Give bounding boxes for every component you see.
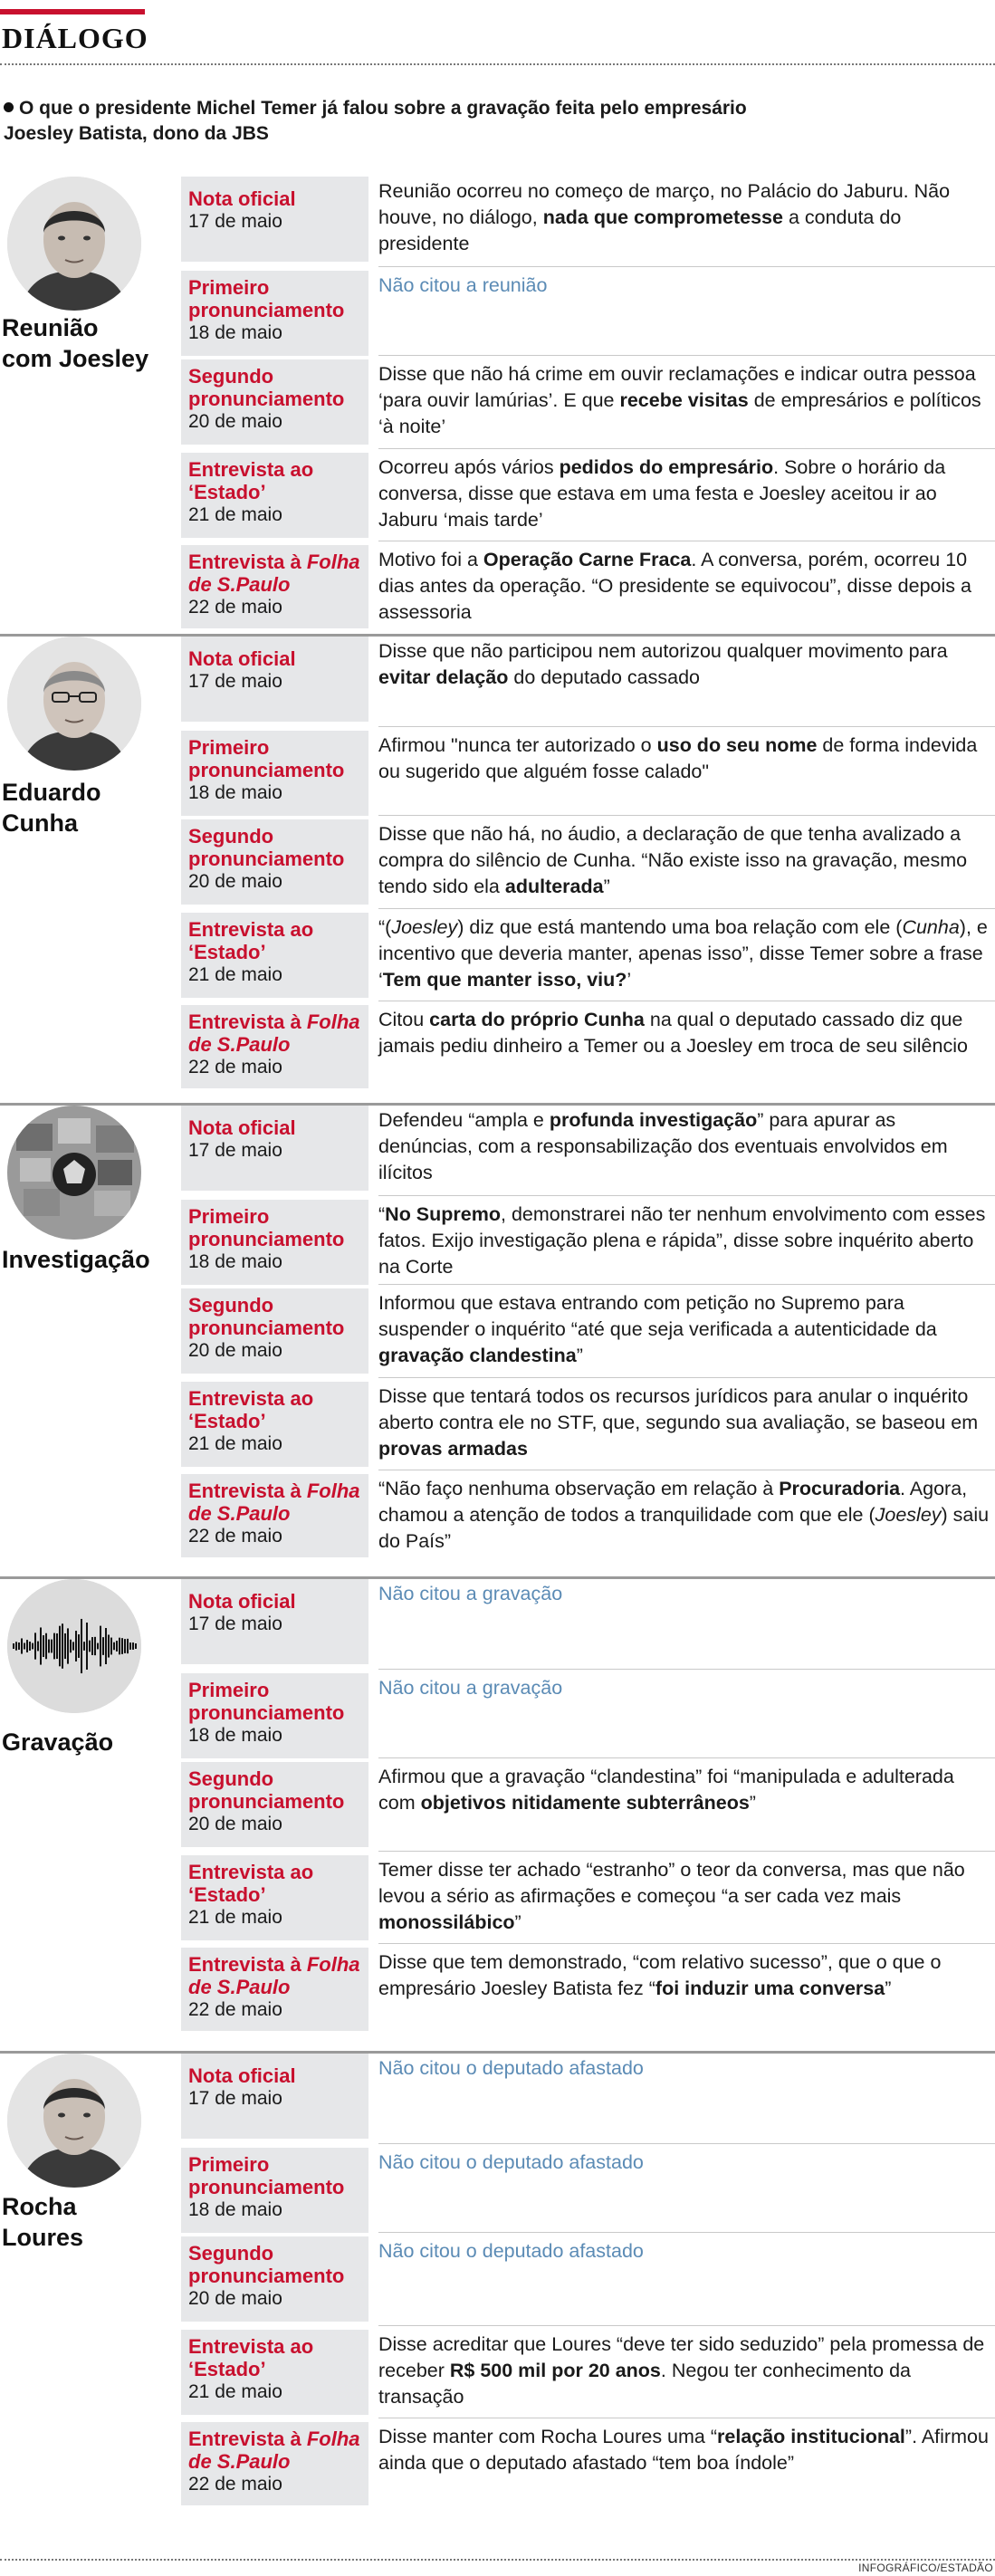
statement-date: 21 de maio	[188, 1433, 282, 1454]
statement-text: Não citou a gravação	[378, 1677, 563, 1699]
statement-label	[181, 177, 368, 262]
statement-date: 20 de maio	[188, 1340, 282, 1361]
statement-date: 20 de maio	[188, 871, 282, 892]
section-title: Gravação	[2, 1729, 114, 1756]
statement-date: 20 de maio	[188, 411, 282, 432]
statement-text: “No Supremo, demonstrarei não ter nenhum envolvimento com esses fatos. Exijo investigação plena e rápida”, disse sobre inquérito aberto na Corte	[378, 1203, 986, 1278]
statement-date: 18 de maio	[188, 2199, 282, 2220]
statement-label	[181, 1762, 368, 1847]
statement-type: Segundo pronunciamento	[188, 1294, 345, 1339]
row-divider	[378, 266, 995, 267]
statement-type: Entrevista à Folha de S.Paulo	[188, 551, 360, 596]
statement-date: 21 de maio	[188, 964, 282, 985]
statement-type: Nota oficial	[188, 187, 296, 210]
page-title: DIÁLOGO	[2, 22, 148, 54]
statement-date: 18 de maio	[188, 1251, 282, 1272]
row-divider	[378, 2325, 995, 2326]
statement-text: Disse que tem demonstrado, “com relativo sucesso”, que o que o empresário Joesley Batista fez “foi induzir uma conversa”	[378, 1951, 942, 1999]
soundwave	[7, 1579, 141, 1713]
row-divider	[378, 1943, 995, 1944]
statement-text: Reunião ocorreu no começo de março, no Palácio do Jaburu. Não houve, no diálogo, nada que comprometesse a conduta do presidente	[378, 180, 951, 254]
statement-type: Segundo pronunciamento	[188, 1767, 345, 1813]
row-divider	[378, 1377, 995, 1378]
statement-text: Disse que não há, no áudio, a declaração de que tenha avalizado a compra do silêncio de Cunha. “Não existe isso na gravação, mesmo tendo sido ela adulterada”	[378, 823, 968, 897]
portrait-photo	[7, 2054, 141, 2188]
title-divider	[0, 63, 995, 65]
statement-type: Entrevista ao ‘Estado’	[188, 2335, 314, 2380]
statement-type: Entrevista ao ‘Estado’	[188, 458, 314, 503]
row-divider	[378, 355, 995, 356]
statement-text: Afirmou "nunca ter autorizado o uso do seu nome de forma indevida ou sugerido que alguém fosse calado"	[378, 734, 978, 782]
statement-label	[181, 913, 368, 998]
statement-date: 18 de maio	[188, 1725, 282, 1746]
title-accent-bar	[0, 9, 145, 14]
statement-label	[181, 2422, 368, 2505]
statement-date: 18 de maio	[188, 322, 282, 343]
section-divider	[0, 1103, 995, 1106]
statement-date: 17 de maio	[188, 1140, 282, 1161]
statement-text: Defendeu “ampla e profunda investigação” para apurar as denúncias, com a responsabilização dos eventuais envolvidos em ilícitos	[378, 1109, 948, 1183]
statement-text: Motivo foi a Operação Carne Fraca. A conversa, porém, ocorreu 10 dias antes da operação. “O presidente se equivocou”, disse depois a assessoria	[378, 549, 971, 623]
statement-text: Não citou o deputado afastado	[378, 2057, 644, 2079]
row-divider	[378, 448, 995, 449]
cunha-portrait	[7, 637, 141, 771]
statement-type: Primeiro pronunciamento	[188, 1205, 345, 1250]
statement-date: 18 de maio	[188, 782, 282, 803]
statement-text: “Não faço nenhuma observação em relação à Procuradoria. Agora, chamou a atenção de todos a tranquilidade com que ele (Joesley) saiu do País”	[378, 1478, 990, 1552]
statement-label	[181, 1200, 368, 1285]
statement-type: Primeiro pronunciamento	[188, 736, 345, 781]
row-divider	[378, 1757, 995, 1758]
statement-text: Informou que estava entrando com petição no Supremo para suspender o inquérito “até que seja verificada a autenticidade da gravação clandestina”	[378, 1292, 937, 1366]
lead-text	[4, 96, 818, 147]
soundwave-icon	[7, 1579, 141, 1713]
portrait-photo	[7, 177, 141, 311]
statement-type: Segundo pronunciamento	[188, 2242, 345, 2287]
statement-label	[181, 545, 368, 628]
section-title: Eduardo Cunha	[2, 779, 101, 837]
joesley-portrait	[7, 177, 141, 311]
statement-text: Não citou o deputado afastado	[378, 2240, 644, 2262]
row-divider	[378, 1195, 995, 1196]
statement-type: Segundo pronunciamento	[188, 825, 345, 870]
row-divider	[378, 908, 995, 909]
statement-label	[181, 1579, 368, 1664]
statement-label	[181, 453, 368, 538]
statement-date: 21 de maio	[188, 504, 282, 525]
statement-text: Disse que tentará todos os recursos jurídicos para anular o inquérito aberto contra ele no STF, que, segundo sua avaliação, se baseou em provas armadas	[378, 1385, 979, 1460]
section-title: Reunião com Joesley	[2, 314, 149, 372]
lead-sentence: O que o presidente Michel Temer já falou sobre a gravação feita pelo empresário Joesley Batista, dono da JBS	[4, 98, 747, 144]
section-divider	[0, 634, 995, 637]
statement-type: Primeiro pronunciamento	[188, 1679, 345, 1724]
statement-type: Entrevista ao ‘Estado’	[188, 918, 314, 963]
statement-label	[181, 1106, 368, 1191]
statement-date: 20 de maio	[188, 1814, 282, 1834]
statement-label	[181, 2236, 368, 2322]
statement-type: Entrevista ao ‘Estado’	[188, 1387, 314, 1432]
statement-text: Disse que não há crime em ouvir reclamações e indicar outra pessoa ‘para ouvir lamúrias’. E que recebe visitas de empresários e políticos ‘à noite’	[378, 363, 981, 437]
statement-text: Temer disse ter achado “estranho” o teor da conversa, mas que não levou a sério as afirmações e começou “a ser cada vez mais monossilábico”	[378, 1859, 965, 1933]
statement-text: Não citou a gravação	[378, 1583, 563, 1604]
statement-type: Entrevista à Folha de S.Paulo	[188, 1010, 360, 1056]
statement-text: Disse manter com Rocha Loures uma “relação institucional”. Afirmou ainda que o deputado afastado “tem boa índole”	[378, 2426, 989, 2474]
statement-date: 22 de maio	[188, 597, 282, 618]
statement-text: Disse que não participou nem autorizou qualquer movimento para evitar delação do deputado cassado	[378, 640, 948, 688]
row-divider	[378, 726, 995, 727]
row-divider	[378, 1851, 995, 1852]
statement-type: Nota oficial	[188, 1590, 296, 1613]
statement-label	[181, 359, 368, 445]
row-divider	[378, 1669, 995, 1670]
statement-date: 17 de maio	[188, 211, 282, 232]
statement-label	[181, 819, 368, 905]
statement-label	[181, 1673, 368, 1758]
statement-date: 22 de maio	[188, 2474, 282, 2495]
section-divider	[0, 1576, 995, 1579]
statement-type: Nota oficial	[188, 1116, 296, 1139]
statement-label	[181, 1474, 368, 1557]
statement-type: Entrevista à Folha de S.Paulo	[188, 1953, 360, 1998]
statement-label	[181, 1005, 368, 1088]
portrait-photo	[7, 637, 141, 771]
section-title: Investigação	[2, 1246, 150, 1273]
statement-label	[181, 2054, 368, 2139]
statement-type: Primeiro pronunciamento	[188, 2153, 345, 2198]
bullet-icon	[4, 102, 14, 112]
statement-type: Entrevista à Folha de S.Paulo	[188, 2428, 360, 2473]
statement-label	[181, 1948, 368, 2031]
statement-label	[181, 2330, 368, 2415]
statement-label	[181, 1855, 368, 1940]
statement-text: Disse acreditar que Loures “deve ter sido seduzido” pela promessa de receber R$ 500 mil por 20 anos. Negou ter conhecimento da transação	[378, 2333, 985, 2408]
statement-label	[181, 637, 368, 722]
statement-type: Nota oficial	[188, 647, 296, 670]
statement-label	[181, 271, 368, 356]
statement-text: Não citou o deputado afastado	[378, 2151, 644, 2173]
row-divider	[378, 1284, 995, 1285]
statement-type: Entrevista à Folha de S.Paulo	[188, 1480, 360, 1525]
investigation-photo	[7, 1106, 141, 1240]
statement-label	[181, 1288, 368, 1374]
statement-date: 21 de maio	[188, 2381, 282, 2402]
statement-text: Citou carta do próprio Cunha na qual o deputado cassado diz que jamais pediu dinheiro a Temer ou a Joesley em troca de seu silêncio	[378, 1009, 968, 1057]
statement-date: 17 de maio	[188, 2088, 282, 2109]
statement-text: Ocorreu após vários pedidos do empresário. Sobre o horário da conversa, disse que estava em uma festa e Joesley aceitou ir ao Jaburu ‘mais tarde’	[378, 456, 946, 531]
statement-type: Segundo pronunciamento	[188, 365, 345, 410]
statement-date: 17 de maio	[188, 1614, 282, 1634]
statement-date: 17 de maio	[188, 671, 282, 692]
statement-type: Nota oficial	[188, 2064, 296, 2087]
loures-portrait	[7, 2054, 141, 2188]
section-title: Rocha Loures	[2, 2193, 84, 2251]
row-divider	[378, 2143, 995, 2144]
statement-date: 20 de maio	[188, 2288, 282, 2309]
statement-text: Não citou a reunião	[378, 274, 548, 296]
statement-type: Entrevista ao ‘Estado’	[188, 1861, 314, 1906]
statement-date: 22 de maio	[188, 1057, 282, 1077]
evidence-photo-icon	[7, 1106, 141, 1240]
statement-label	[181, 731, 368, 816]
statement-date: 22 de maio	[188, 1526, 282, 1547]
statement-text: Afirmou que a gravação “clandestina” foi “manipulada e adulterada com objetivos nitidamente subterrâneos”	[378, 1766, 954, 1814]
row-divider	[378, 815, 995, 816]
statement-date: 21 de maio	[188, 1907, 282, 1928]
statement-label	[181, 1382, 368, 1467]
statement-label	[181, 2148, 368, 2233]
credit-line: INFOGRÁFICO/ESTADÃO	[858, 2562, 993, 2574]
footer-divider	[0, 2559, 995, 2561]
section-divider	[0, 2051, 995, 2054]
statement-date: 22 de maio	[188, 1999, 282, 2020]
statement-text: “(Joesley) diz que está mantendo uma boa relação com ele (Cunha), e incentivo que deveria manter, apenas isso”, disse Temer sobre a frase ‘Tem que manter isso, viu?’	[378, 916, 988, 991]
statement-type: Primeiro pronunciamento	[188, 276, 345, 321]
row-divider	[378, 2232, 995, 2233]
